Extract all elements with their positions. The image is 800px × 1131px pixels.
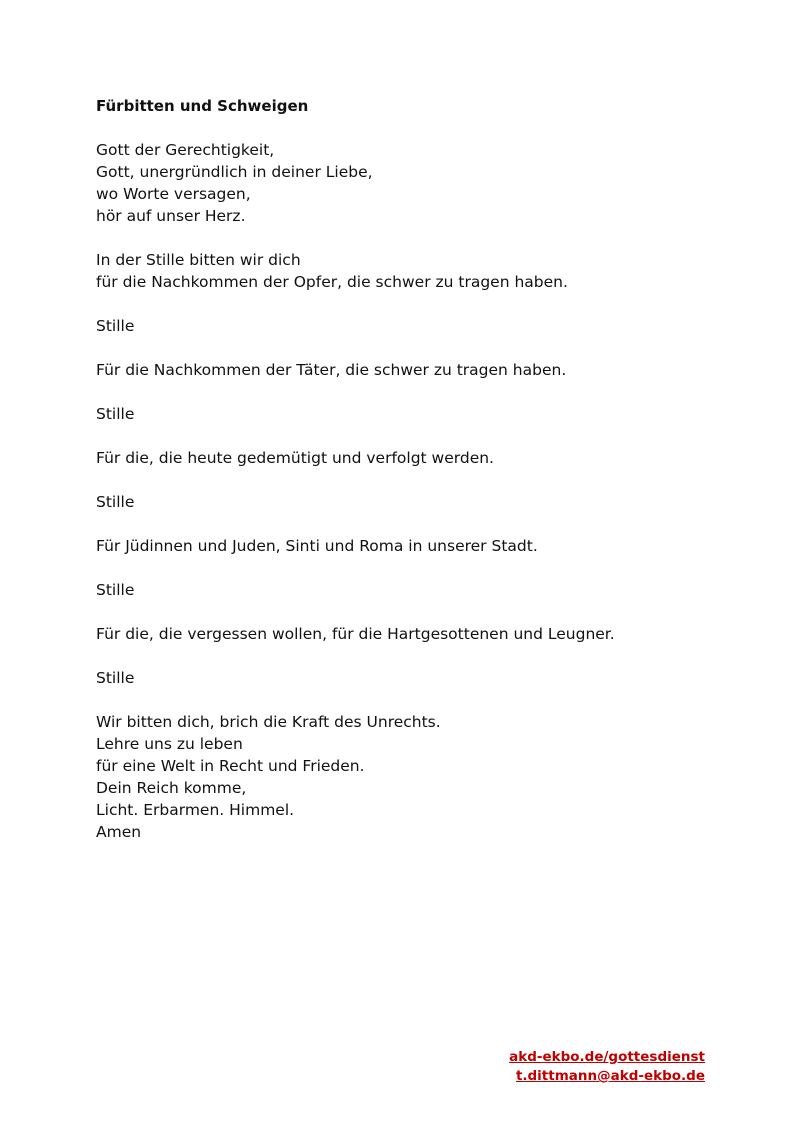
silence-paragraph — [96, 491, 736, 513]
document-body — [96, 95, 736, 865]
text-line: Gott, unergründlich in deiner Liebe, — [96, 163, 373, 181]
closing-paragraph — [96, 711, 736, 843]
text-line: Wir bitten dich, brich die Kraft des Unrechts. — [96, 713, 441, 731]
intercession-paragraph — [96, 447, 736, 469]
text-line: Gott der Gerechtigkeit, — [96, 141, 275, 159]
text-line: Stille — [96, 317, 135, 335]
intercession-paragraph — [96, 623, 736, 645]
footer-contact — [509, 1048, 705, 1086]
email-link[interactable]: t.dittmann@akd-ekbo.de — [515, 1068, 705, 1084]
silence-paragraph — [96, 315, 736, 337]
intercession-paragraph — [96, 249, 736, 293]
text-line: für die Nachkommen der Opfer, die schwer zu tragen haben. — [96, 273, 568, 291]
text-line: Dein Reich komme, — [96, 779, 247, 797]
silence-paragraph — [96, 403, 736, 425]
text-line: Stille — [96, 493, 135, 511]
website-link[interactable]: akd-ekbo.de/gottesdienst — [509, 1049, 705, 1065]
text-line: hör auf unser Herz. — [96, 207, 246, 225]
text-line: Für die, die vergessen wollen, für die Hartgesottenen und Leugner. — [96, 625, 615, 643]
invocation-paragraph — [96, 139, 736, 227]
silence-paragraph — [96, 579, 736, 601]
text-line: In der Stille bitten wir dich — [96, 251, 301, 269]
text-line: wo Worte versagen, — [96, 185, 251, 203]
silence-paragraph — [96, 667, 736, 689]
text-line: Für die Nachkommen der Täter, die schwer zu tragen haben. — [96, 361, 567, 379]
text-line: für eine Welt in Recht und Frieden. — [96, 757, 365, 775]
text-line: Stille — [96, 405, 135, 423]
text-line: Licht. Erbarmen. Himmel. — [96, 801, 295, 819]
intercession-paragraph — [96, 359, 736, 381]
text-line: Lehre uns zu leben — [96, 735, 243, 753]
text-line: Für Jüdinnen und Juden, Sinti und Roma in unserer Stadt. — [96, 537, 538, 555]
document-title: Fürbitten und Schweigen — [96, 97, 309, 115]
text-line: Amen — [96, 823, 142, 841]
text-line: Stille — [96, 581, 135, 599]
intercession-paragraph — [96, 535, 736, 557]
text-line: Stille — [96, 669, 135, 687]
text-line: Für die, die heute gedemütigt und verfolgt werden. — [96, 449, 494, 467]
